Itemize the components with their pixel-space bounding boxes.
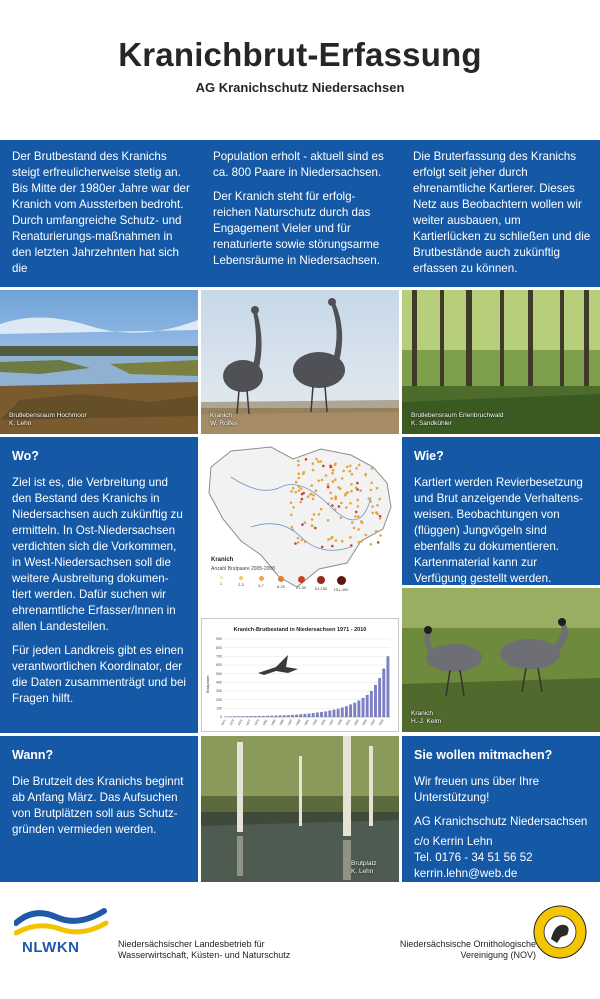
map-dot — [300, 487, 303, 490]
chart-bar — [357, 701, 360, 717]
photo-kranich2 — [402, 588, 600, 732]
map-dot — [342, 470, 345, 473]
map-dot — [358, 464, 361, 467]
map-dot — [345, 506, 348, 509]
map-legend-label: 8-20 — [276, 584, 285, 589]
map-dot — [356, 482, 359, 485]
chart-bar — [382, 668, 385, 717]
chart-bar — [353, 703, 356, 717]
map-legend-label: 151-400 — [333, 587, 349, 592]
chart-xtick-label: 1981 — [261, 718, 269, 727]
map-dot — [331, 472, 334, 475]
map-dot — [349, 502, 352, 505]
map-dot — [301, 523, 304, 526]
map-dot — [307, 495, 310, 498]
map-dot — [327, 483, 330, 486]
map-dot — [349, 465, 352, 468]
map-dot — [331, 536, 334, 539]
map-dot — [350, 483, 353, 486]
map-legend-label: 2-3 — [238, 582, 244, 587]
chart-xtick-label: 1999 — [336, 718, 344, 727]
chart-ytick-label: 400 — [216, 680, 222, 685]
map-dot — [370, 489, 373, 492]
wie-heading: Wie? — [414, 449, 444, 463]
map-dot — [329, 492, 332, 495]
chart-bar — [316, 712, 319, 717]
map-dot — [349, 536, 352, 539]
map-dot — [312, 469, 315, 472]
chart-xtick-label: 1971 — [220, 718, 227, 727]
chart-xtick-label: 1983 — [269, 718, 277, 727]
map-dot — [310, 493, 313, 496]
map-legend-label: 21-50 — [295, 585, 307, 590]
map-legend-dot — [278, 576, 284, 582]
map-dot — [346, 491, 349, 494]
map-legend-label: 4-7 — [258, 583, 264, 588]
chart-xtick-label: 1973 — [228, 718, 236, 727]
wann-panel — [0, 736, 198, 882]
map-dot — [320, 460, 323, 463]
map-dot — [361, 540, 364, 543]
map-dot — [346, 466, 349, 469]
chart-bar — [366, 695, 369, 717]
chart-bar — [299, 714, 302, 717]
map-dot — [331, 504, 334, 507]
chart-ytick-label: 300 — [216, 689, 222, 694]
mitmachen-text-2: AG Kranichschutz Niedersachsen — [414, 815, 588, 828]
chart-ytick-label: 0 — [220, 715, 222, 720]
chart-xtick-label: 1991 — [303, 718, 310, 727]
map-legend-dot — [298, 576, 305, 583]
map-dot — [355, 487, 358, 490]
chart-bar — [374, 685, 377, 717]
chart-bar — [324, 711, 327, 717]
map-dot — [341, 477, 344, 480]
map-dot — [378, 498, 381, 501]
map-dot — [360, 520, 363, 523]
nov-seal-icon — [533, 905, 587, 959]
chart-bar — [341, 707, 344, 717]
chart-bar — [312, 713, 315, 717]
map-dot — [371, 512, 374, 515]
map-dot — [297, 537, 300, 540]
wie-panel — [402, 437, 600, 585]
wo-text-1: Ziel ist es, die Verbreitung und den Bestand des Kranichs in Niedersachsen auch zukünftig zu ermitteln. In Ost-Niedersachsen verdichten sich die Vorkommen, in West-Niedersachsen soll die weitere Ausbreitung dokumen-tiert werden. Dafür suchen wir ehrenamtliche Erfasser/Innen in allen Landesteilen. — [12, 476, 183, 633]
map-dot — [292, 506, 295, 509]
map-dot — [312, 462, 315, 465]
chart-bar — [386, 656, 389, 717]
nlwkn-logo — [14, 905, 110, 955]
map-dot — [291, 526, 294, 529]
map-dot — [331, 545, 334, 548]
chart-bar — [349, 704, 352, 717]
map-legend-item — [331, 576, 351, 592]
map-dot — [297, 464, 300, 467]
map-dot — [375, 530, 378, 533]
map-dot — [359, 489, 362, 492]
chart-bar — [308, 714, 311, 717]
map-dot — [302, 492, 305, 495]
map-dot — [297, 541, 300, 544]
map-dot — [327, 486, 330, 489]
map-legend-title: Kranich — [211, 557, 234, 563]
map-dot — [311, 518, 314, 521]
intro-col2 — [213, 149, 391, 277]
map-dot — [322, 465, 325, 468]
chart-ylabel: Brutpaare — [205, 675, 210, 693]
map-legend-label: 51-150 — [314, 586, 328, 591]
footer-left-text: Niedersächsischer Landesbetrieb für Wasserwirtschaft, Küsten- und Naturschutz — [118, 939, 291, 960]
chart-bar — [378, 678, 381, 717]
chart-bar — [287, 715, 290, 717]
map-dot — [377, 541, 380, 544]
brutbestand-chart — [201, 618, 399, 732]
intro-col2-text-a: Population erholt - aktuell sind es ca. 800 Paare in Niedersachsen. — [213, 150, 384, 179]
chart-bar — [333, 710, 336, 717]
map-dot — [320, 508, 323, 511]
chart-title: Kranich-Brutbestand in Niedersachsen 1971 - 2010 — [233, 627, 367, 633]
photo-brutplatz-caption: Brutplatz K. Lehn — [351, 860, 377, 875]
map-dot — [318, 480, 321, 483]
map-legend-item — [291, 576, 311, 590]
map-dot — [355, 511, 358, 514]
map-legend-item — [271, 576, 291, 589]
chart-bar — [291, 715, 294, 717]
contact-email[interactable]: kerrin.lehn@web.de — [414, 867, 518, 880]
photo-kranich2-caption: Kranich H.-J. Kelm — [411, 710, 442, 725]
map-dot — [371, 505, 374, 508]
chart-ytick-label: 800 — [216, 645, 222, 650]
map-dot — [305, 458, 308, 461]
chart-bar — [328, 711, 331, 718]
chart-xtick-label: 1997 — [328, 718, 335, 727]
chart-bar — [295, 715, 298, 717]
intro-col3-text: Die Bruterfassung des Kranichs erfolgt seit jeher durch ehrenamtliche Kartierer. Dieses Netz aus Beobachtern wollen wir weiter ausbauen, um Kartierlücken zu schließen und die Brutbestände auch zukünftig erfassen zu können. — [413, 150, 591, 275]
map-legend-dot — [259, 576, 264, 581]
map-dot — [375, 511, 378, 514]
map-dot — [357, 515, 360, 518]
chart-bar — [337, 709, 340, 717]
map-dot — [317, 460, 320, 463]
map-dot — [312, 498, 315, 501]
map-dot — [330, 497, 333, 500]
map-dot — [290, 490, 293, 493]
map-dot — [300, 501, 303, 504]
map-legend-dot — [317, 576, 325, 584]
photo-hochmoor-caption: Brutlebensraum Hochmoor K. Lehn — [9, 412, 87, 427]
chart-bar — [345, 706, 348, 717]
map-dot — [379, 534, 382, 537]
chart-xtick-label: 2005 — [361, 718, 369, 727]
wo-panel — [0, 437, 198, 733]
chart-xtick-label: 1995 — [319, 718, 327, 727]
map-dot — [370, 482, 373, 485]
map-dot — [365, 534, 368, 537]
chart-xtick-label: 1993 — [311, 718, 319, 727]
map-dot — [304, 521, 307, 524]
map-dot — [321, 546, 324, 549]
wo-heading: Wo? — [12, 449, 39, 463]
poster-subtitle: AG Kranichschutz Niedersachsen — [195, 80, 405, 95]
chart-ytick-label: 500 — [216, 671, 222, 676]
chart-xtick-label: 1985 — [278, 718, 286, 727]
map-dot — [311, 524, 314, 527]
photo-erlenbruch — [402, 290, 600, 434]
map-dot — [297, 460, 300, 463]
map-dot — [321, 479, 324, 482]
map-legend-item — [211, 576, 231, 586]
chart-ytick-label: 100 — [216, 706, 222, 711]
map-dot — [327, 538, 330, 541]
photo-cranes — [201, 290, 399, 434]
map-dot — [379, 517, 382, 520]
map-dot — [318, 513, 321, 516]
chart-bar — [370, 691, 373, 717]
chart-bar — [303, 714, 306, 717]
map-dot — [355, 467, 358, 470]
map-dot — [297, 472, 300, 475]
mitmachen-panel — [402, 736, 600, 882]
map-legend-item — [311, 576, 331, 591]
photo-erlenbruch-caption: Brutlebensraum Erlenbruchwald K. Sandkühler — [411, 412, 504, 427]
map-dot — [364, 474, 367, 477]
map-dot — [334, 498, 337, 501]
chart-ytick-label: 700 — [216, 654, 222, 659]
wann-heading: Wann? — [12, 748, 54, 762]
map-dot — [329, 465, 332, 468]
chart-xtick-label: 2007 — [369, 718, 377, 727]
map-dot — [354, 515, 357, 518]
poster-title: Kranichbrut-Erfassung — [118, 36, 482, 73]
map-dot — [298, 477, 301, 480]
map-dot — [341, 540, 344, 543]
map-dot — [290, 514, 293, 517]
map-dot — [368, 497, 371, 500]
map-dot — [312, 494, 315, 497]
map-dot — [303, 471, 306, 474]
map-dot — [351, 473, 354, 476]
chart-bar — [283, 715, 286, 717]
map-dot — [358, 541, 361, 544]
chart-xtick-label: 1987 — [286, 718, 294, 727]
map-dot — [334, 464, 337, 467]
map-dot — [332, 480, 335, 483]
chart-xtick-label: 1989 — [294, 718, 302, 727]
map-dot — [357, 505, 360, 508]
map-dot — [376, 504, 379, 507]
map-dot — [340, 516, 343, 519]
mitmachen-heading: Sie wollen mitmachen? — [414, 748, 553, 762]
chart-xtick-label: 2001 — [344, 718, 352, 727]
map-dot — [350, 490, 353, 493]
map-dot — [338, 505, 341, 508]
distribution-map — [201, 437, 399, 615]
chart-xtick-label: 1979 — [253, 718, 261, 727]
mitmachen-text-1: Wir freuen uns über Ihre Unterstützung! — [414, 775, 540, 804]
map-dot — [340, 502, 343, 505]
map-dot — [350, 544, 353, 547]
map-dot — [295, 481, 298, 484]
nlwkn-logo-text: NLWKN — [22, 939, 80, 956]
map-dot — [334, 478, 337, 481]
map-dot — [353, 527, 356, 530]
map-dot — [325, 474, 328, 477]
map-dot — [314, 527, 317, 530]
map-dot — [356, 499, 359, 502]
map-dot — [335, 539, 338, 542]
photo-brutplatz — [201, 736, 399, 882]
intro-col1-text: Der Brutbestand des Kranichs steigt erfreulicherweise stetig an. Bis Mitte der 1980er Jahre war der Kranich vom Aussterben bedroht. Durch umfangreiche Schutz- und Renaturierungs-maßnahmen in den letzten Jahrzehnten hat sich die — [12, 150, 190, 275]
map-dot — [315, 458, 318, 461]
chart-ytick-label: 900 — [216, 637, 222, 642]
chart-ytick-label: 200 — [216, 697, 222, 702]
footer-right-text: Niedersächsische Ornithologische Vereinigung (NOV) — [399, 939, 536, 960]
chart-plot — [202, 633, 398, 731]
map-legend-item — [251, 576, 271, 588]
map-dot — [332, 469, 335, 472]
map-dot — [371, 467, 374, 470]
map-legend-dot — [337, 576, 346, 585]
map-dot — [376, 487, 379, 490]
map-dot — [294, 491, 297, 494]
wann-text: Die Brutzeit des Kranichs beginnt ab Anfang März. Das Aufsuchen von Brutplätzen soll aus Schutz-gründen vermieden werden. — [12, 775, 184, 836]
map-dot — [349, 470, 352, 473]
map-dot — [301, 498, 304, 501]
map-dot — [357, 528, 360, 531]
intro-col2-text-b: Der Kranich steht für erfolg-reichen Naturschutz durch das Engagement Vieler und für renaturierte sowie störungsarme Lebensräume in Niedersachsen. — [213, 190, 380, 267]
map-legend-dot — [239, 576, 243, 580]
photo-cranes-caption: Kranich W. Rolfes — [210, 412, 238, 427]
chart-bar — [362, 698, 365, 717]
photo-hochmoor — [0, 290, 198, 434]
map-dot — [292, 487, 295, 490]
map-dot — [337, 486, 340, 489]
map-dot — [294, 542, 297, 545]
contact-name: c/o Kerrin Lehn — [414, 835, 493, 848]
map-dot — [290, 502, 293, 505]
chart-ytick-label: 600 — [216, 663, 222, 668]
map-legend-item — [231, 576, 251, 587]
map-legend-label: 1 — [219, 581, 223, 586]
map-dot — [315, 489, 318, 492]
chart-xtick-label: 1977 — [245, 718, 252, 727]
map-legend-subtitle: Anzahl Brutpaare 2005-2008 — [211, 566, 275, 572]
wie-text: Kartiert werden Revierbesetzung und Brut anzeigende Verhaltens-weisen. Beobachtungen von (flüggen) Jungvögeln sind ebenfalls zu dokumentieren. Kartenmaterial kann zur Verfügung gestellt werden. — [414, 476, 583, 585]
nlwkn-wave-icon — [14, 905, 110, 941]
wo-text-2: Für jeden Landkreis gibt es einen verantwortlichen Koordinator, der die Daten zusammenträgt und bei Fragen hilft. — [12, 644, 187, 705]
map-dot — [310, 484, 313, 487]
map-dot — [327, 519, 330, 522]
chart-xtick-label: 2009 — [377, 718, 385, 727]
map-dot — [313, 513, 316, 516]
map-legend — [211, 576, 361, 606]
map-legend-dot — [220, 576, 223, 579]
map-dot — [370, 543, 373, 546]
map-dot — [298, 489, 301, 492]
chart-bar — [320, 712, 323, 717]
chart-xtick-label: 2003 — [352, 718, 360, 727]
contact-phone: Tel. 0176 - 34 51 56 52 — [414, 851, 533, 864]
chart-xtick-label: 1975 — [236, 718, 244, 727]
map-dot — [351, 521, 354, 524]
